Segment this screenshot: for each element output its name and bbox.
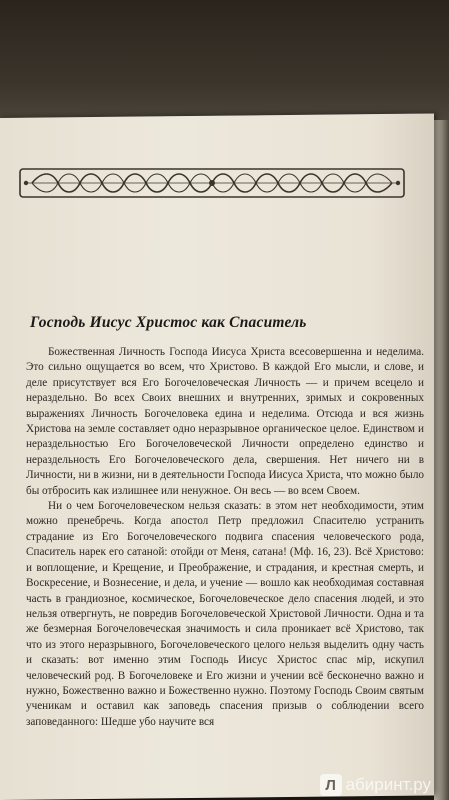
watermark-text: абиринт.ру <box>345 775 431 794</box>
labirint-logo-icon: Л <box>320 774 342 796</box>
paragraph-2: Ни о чем Богочеловеческом нельзя сказать: в этом нет необходимости, этим можно пренебречь. Когда апостол Петр предложил Спасителю устранить страдание из Его Богочеловеческого подвига спасения человеческого рода, Спаситель нарек его сатаной: отойди от Меня, сатана! (Мф. 16, 23). Всё Христово: и воплощение, и Крещение, и Преображение, и страдания, и крестная смерть, и Воскресение, и Вознесение, и дела, и учение — вошло как необходимая составная часть в грандиозное, космическое, Богочеловеческое дело спасения людей, и это нельзя отвергнуть, не повредив Богочеловеческой Христовой Личности. Одна и та же безмерная Богочеловеческая значимость и сила проникает всё Христово, так что из этого неразрывного, Богочеловеческого целого нельзя выделить одну часть и сказать: вот именно этим Господь Иисус Христос спас мір, искупил человеческий род. В Богочеловеке и Его жизни и учении всё бесконечно важно и нужно, Божественно важно и Божественно нужно. Поэтому Господь Своим святым ученикам и оставил как заповедь спасения призыв о соблюдении всего заповеданного: Шедше убо научите вся <box>26 500 424 728</box>
background-shadow <box>0 0 449 120</box>
body-text <box>26 345 424 730</box>
paragraph-1: Божественная Личность Господа Иисуса Христа всесовершенна и неделима. Это сильно ощущается во всем, что Христово. В каждой Его мысли, и слове, и деле присутствует вся Его Богочеловеческая Личность — и причем всецело и нераздельно. Во всех Своих внешних и внутренних, зримых и сокровенных выражениях Личность Богочеловека едина и неделима. Отсюда и вся жизнь Христова на земле составляет одно неразрывное органическое целое. Единством и нераздельностью Его Богочеловеческой Личности определено единство и нераздельность Его Богочеловеческого дела, свершения. Нет ничего ни в Личности, ни в жизни, ни в деятельности Господа Иисуса Христа, что можно было бы отбросить как излишнее или ненужное. Он весь — во всем Своем. <box>26 346 424 497</box>
ornamental-divider-icon <box>18 165 406 201</box>
chapter-heading: Господь Иисус Христос как Спаситель <box>30 314 307 331</box>
labirint-watermark <box>320 774 431 796</box>
page-stack-edge <box>434 120 449 800</box>
